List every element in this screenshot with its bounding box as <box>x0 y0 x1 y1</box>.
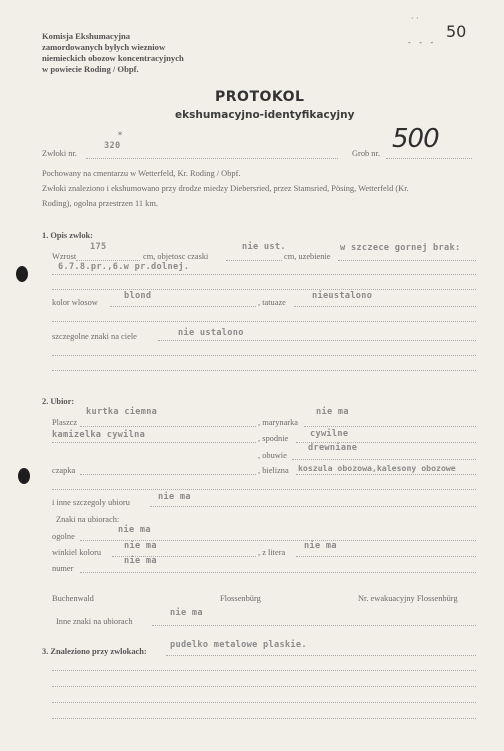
uzebienie-line <box>338 260 476 261</box>
blank-line-1 <box>52 289 476 290</box>
spodnie-value: cywilne <box>310 429 349 439</box>
tatuaze-label: , tatuaze <box>258 298 286 307</box>
punch-hole-top <box>16 266 28 282</box>
tatuaze-value: nieustalono <box>312 291 373 301</box>
czaszka-value: nie ust. <box>242 242 286 252</box>
winkiel-value: nie ma <box>124 541 157 551</box>
bielizna-value: koszula obozowa,kalesony obozowe <box>298 463 456 473</box>
spodnie-label: , spodnie <box>258 434 289 443</box>
camp-flossenburg: Flossenbürg <box>220 594 261 603</box>
marynarka-label: , marynarka <box>258 418 298 427</box>
punch-hole-bottom <box>18 468 30 484</box>
intro-line-1: Pochowany na cmentarzu w Wetterfeld, Kr. Roding / Obpf. <box>42 169 241 178</box>
marynarka-value: nie ma <box>316 407 349 417</box>
zwloki-line <box>86 158 338 159</box>
inne-szczegoly-label: i inne szczegoly ubioru <box>52 498 130 507</box>
wzrost-value: 175 <box>90 242 107 252</box>
kolor-label: kolor wlosow <box>52 298 98 307</box>
ubior-heading: 2. Ubior: <box>42 397 75 406</box>
grob-label: Grob nr. <box>352 149 380 158</box>
header-line-1: Komisja Ekshumacyjna <box>42 31 131 41</box>
camp-buchenwald: Buchenwald <box>52 594 94 603</box>
znaleziono-line <box>166 655 476 656</box>
obuwie-label: , obuwie <box>258 451 287 460</box>
page-number: 50 <box>446 22 467 41</box>
litera-line <box>296 556 476 557</box>
plaszcz-line-2 <box>52 442 256 443</box>
blank-line-7 <box>52 686 476 687</box>
bielizna-line <box>296 474 476 475</box>
plaszcz-value: kurtka ciemna <box>86 407 158 417</box>
uzebienie-value: w szczece gornej brak: <box>340 243 461 253</box>
litera-value: nie ma <box>304 541 337 551</box>
inne-znaki-label: Inne znaki na ubiorach <box>56 617 133 626</box>
litera-label: , z litera <box>258 548 286 557</box>
blank-line-8 <box>52 702 476 703</box>
czaszka-line <box>226 260 282 261</box>
kolor-value: blond <box>124 291 152 301</box>
intro-line-3: Roding), ogolna przestrzen 11 km. <box>42 199 158 208</box>
czapka-line <box>80 474 256 475</box>
ogolne-label: ogolne <box>52 532 75 541</box>
header-line-2: zamordowanych byłych wiezniow <box>42 42 166 52</box>
inne-znaki-line <box>152 625 476 626</box>
czapka-label: czapka <box>52 466 76 475</box>
header-line-3: niemieckich obozow koncentracyjnych <box>42 53 184 63</box>
obuwie-line <box>292 459 476 460</box>
inne-znaki-value: nie ma <box>170 608 203 618</box>
znaleziono-value: pudelko metalowe plaskie. <box>170 640 307 650</box>
blank-line-4 <box>52 370 476 371</box>
grob-value: 500 <box>392 124 439 154</box>
page-subtitle: ekshumacyjno-identyfikacyjny <box>175 109 355 121</box>
plaszcz-value-2: kamizelka cywilna <box>52 430 146 440</box>
ogolne-value: nie ma <box>118 525 151 535</box>
opis-heading: 1. Opis zwlok: <box>42 231 93 240</box>
uzebienie-label: cm, uzebienie <box>284 252 331 261</box>
znaki-ubior-heading: Znaki na ubiorach: <box>56 515 120 524</box>
obuwie-value: drewniane <box>308 443 358 453</box>
numer-line <box>80 572 476 573</box>
plaszcz-label: Plaszcz <box>52 418 78 427</box>
numer-value: nie ma <box>124 556 157 566</box>
wzrost-line <box>76 260 140 261</box>
znaki-value: nie ustalono <box>178 328 244 338</box>
plaszcz-line <box>80 426 256 427</box>
znaleziono-heading: 3. Znaleziono przy zwlokach: <box>42 647 147 656</box>
wzrost-label: Wzrost <box>52 252 77 261</box>
cm-label: cm, objetosc czaski <box>143 252 209 261</box>
tatuaze-line <box>294 306 476 307</box>
asterisk-mark: * <box>118 131 122 140</box>
page-mark-dashes: - - - <box>408 38 437 47</box>
znaki-line <box>158 340 476 341</box>
zwloki-value: 320 <box>104 141 121 151</box>
kolor-line <box>110 306 256 307</box>
blank-line-2 <box>52 321 476 322</box>
blank-line-6 <box>52 670 476 671</box>
zwloki-label: Zwłoki nr. <box>42 149 77 158</box>
inne-szczegoly-value: nie ma <box>158 492 191 502</box>
grob-line <box>386 158 472 159</box>
uzebienie-value-2: 6.7.8.pr.,6.w pr.dolnej. <box>58 262 190 272</box>
blank-line-9 <box>52 718 476 719</box>
uzebienie-line-2 <box>52 274 476 275</box>
numer-label: numer <box>52 564 74 573</box>
intro-line-2: Zwłoki znaleziono i ekshumowano przy drodze miedzy Diebersried, przez Stamsried, Pösing, Wetterfeld (Kr. <box>42 184 409 193</box>
bielizna-label: , bielizna <box>258 466 289 475</box>
winkiel-label: winkiel koloru <box>52 548 102 557</box>
blank-line-3 <box>52 355 476 356</box>
marynarka-line <box>304 426 476 427</box>
znaki-label: szczegolne znaki na ciele <box>52 332 137 341</box>
page-mark-dots: · · <box>411 14 419 23</box>
inne-szczegoly-line <box>150 506 476 507</box>
blank-line-5 <box>52 489 476 490</box>
header-line-4: w powiecie Roding / Obpf. <box>42 64 139 74</box>
camp-evacuation-number: Nr. ewakuacyjny Flossenbürg <box>358 594 458 603</box>
page-title: PROTOKOL <box>215 89 305 105</box>
